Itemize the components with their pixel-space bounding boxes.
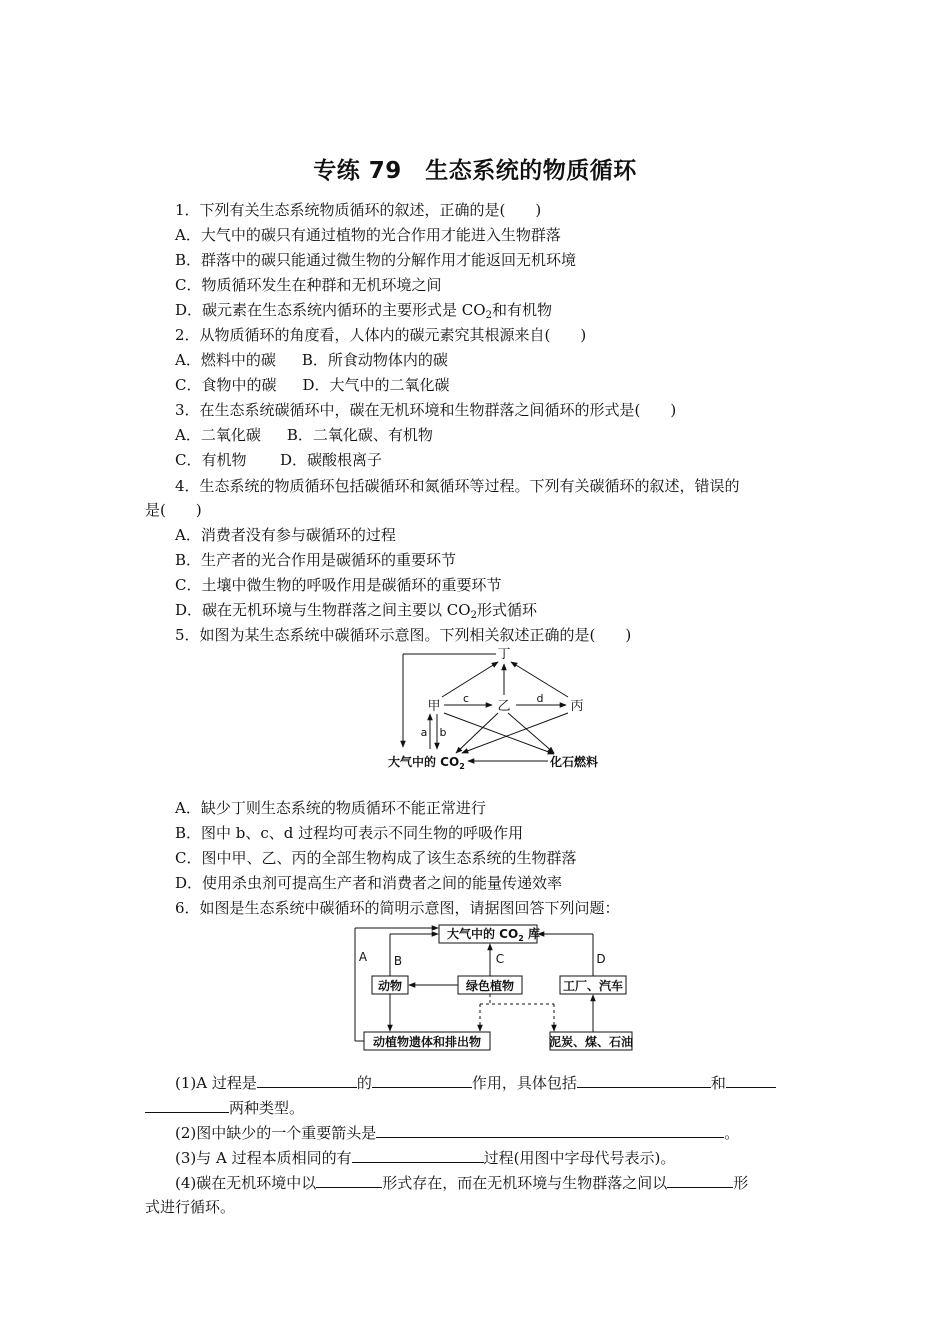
blank-4[interactable]	[726, 1072, 776, 1088]
label-a: a	[420, 726, 428, 739]
q2-option-d: D．大气中的二氧化碳	[302, 376, 450, 394]
node-remains: 动植物遗体和排出物	[372, 1035, 482, 1049]
q6-part3: (3)与 A 过程本质相同的有 过程(用图中字母代号表示)。	[175, 1149, 676, 1167]
q6-stem: 6．如图是生态系统中碳循环的简明示意图，请据图回答下列问题：	[175, 899, 620, 917]
q5-option-b: B．图中 b、c、d 过程均可表示不同生物的呼吸作用	[175, 824, 524, 842]
q2-option-b: B．所食动物体内的碳	[301, 351, 448, 369]
blank-8[interactable]	[667, 1172, 733, 1188]
q1-stem: 1．下列有关生态系统物质循环的叙述，正确的是( )	[175, 201, 542, 219]
q1-option-c: C．物质循环发生在种群和无机环境之间	[175, 276, 442, 294]
q6-part1-cont: 两种类型。	[145, 1097, 304, 1118]
node-ding: 丁	[497, 647, 511, 662]
q3-options-row1	[175, 425, 433, 445]
blank-3[interactable]	[577, 1072, 711, 1088]
node-jia: 甲	[427, 699, 441, 714]
blank-1[interactable]	[257, 1072, 357, 1088]
q3-option-a: A．二氧化碳	[175, 426, 261, 444]
blank-6[interactable]	[352, 1147, 484, 1163]
node-fossil-fuels: 泥炭、煤、石油	[548, 1035, 634, 1049]
q1-option-a: A．大气中的碳只有通过植物的光合作用才能进入生物群落	[175, 226, 561, 244]
q5-carbon-cycle-diagram	[380, 645, 610, 773]
q1-option-d: D．碳元素在生态系统内循环的主要形式是 $CO_2$和有机物	[175, 301, 552, 321]
q2-option-c: C．食物中的碳	[175, 376, 277, 394]
node-green-plant: 绿色植物	[465, 979, 515, 993]
node-animal: 动物	[377, 979, 403, 993]
label-A: A	[358, 950, 368, 964]
q3-option-d: D．碳酸根离子	[280, 451, 383, 469]
q6-part4-cont: 式进行循环。	[145, 1198, 236, 1216]
node-yi: 乙	[497, 699, 511, 714]
blank-2[interactable]	[372, 1072, 472, 1088]
q6-part1: (1)A 过程是 的 作用，具体包括 和	[175, 1072, 776, 1093]
q3-stem: 3．在生态系统碳循环中，碳在无机环境和生物群落之间循环的形式是( )	[175, 401, 677, 419]
q4-stem-line1: 4．生态系统的物质循环包括碳循环和氮循环等过程。下列有关碳循环的叙述，错误的	[175, 477, 740, 495]
label-B: B	[393, 954, 403, 968]
q2-options-row1	[175, 350, 448, 370]
q6-part4: (4)碳在无机环境中以 形式存在，而在无机环境与生物群落之间以 形	[175, 1174, 749, 1192]
page-title: 专练 79 生态系统的物质循环	[313, 158, 637, 184]
q2-option-a: A．燃料中的碳	[175, 351, 276, 369]
label-D: D	[596, 952, 606, 966]
q5-option-a: A．缺少丁则生态系统的物质循环不能正常进行	[175, 799, 486, 817]
q5-option-c: C．图中甲、乙、丙的全部生物构成了该生态系统的生物群落	[175, 849, 577, 867]
q3-option-c: C．有机物	[175, 451, 247, 469]
q3-option-b: B．二氧化碳、有机物	[286, 426, 433, 444]
q6-part2: (2)图中缺少的一个重要箭头是 。	[175, 1124, 740, 1142]
blank-4-cont[interactable]	[145, 1097, 229, 1113]
q4-option-a: A．消费者没有参与碳循环的过程	[175, 526, 396, 544]
q4-stem-line2: 是( )	[145, 501, 202, 519]
q2-stem: 2．从物质循环的角度看，人体内的碳元素究其根源来自( )	[175, 326, 587, 344]
blank-5[interactable]	[376, 1122, 724, 1138]
label-c: c	[462, 692, 470, 705]
q6-carbon-cycle-diagram	[350, 920, 640, 1060]
blank-7[interactable]	[316, 1172, 382, 1188]
q5-option-d: D．使用杀虫剂可提高生产者和消费者之间的能量传递效率	[175, 874, 563, 892]
q2-options-row2	[175, 375, 450, 395]
node-bing: 丙	[570, 699, 584, 714]
q4-option-c: C．土壤中微生物的呼吸作用是碳循环的重要环节	[175, 576, 502, 594]
q4-option-b: B．生产者的光合作用是碳循环的重要环节	[175, 551, 457, 569]
label-C: C	[495, 952, 505, 966]
node-co2-reservoir: 大气中的 $CO_2$ 库	[447, 927, 540, 943]
label-d: d	[536, 692, 544, 705]
q3-options-row2	[175, 450, 382, 470]
q5-stem: 5．如图为某生态系统中碳循环示意图。下列相关叙述正确的是( )	[175, 626, 632, 644]
node-fossil-fuel: 化石燃料	[550, 755, 599, 769]
label-b: b	[439, 726, 447, 739]
q4-option-d: D．碳在无机环境与生物群落之间主要以 $CO_2$形式循环	[175, 601, 537, 621]
q1-option-b: B．群落中的碳只能通过微生物的分解作用才能返回无机环境	[175, 251, 577, 269]
node-atmosphere-co2: 大气中的 $CO_2$	[388, 755, 465, 771]
node-factory-car: 工厂、汽车	[562, 979, 624, 993]
